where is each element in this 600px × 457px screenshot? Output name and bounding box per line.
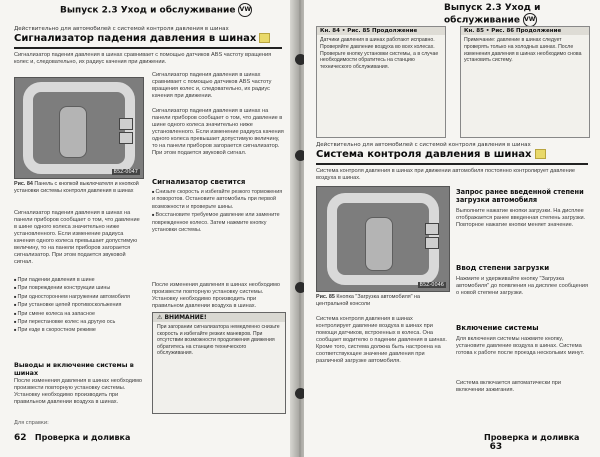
left-running-header <box>60 3 252 21</box>
note-box-title: Кн. 85 • Рис. 86 Продолжение <box>461 27 589 35</box>
left-footnote: Для справки: <box>14 420 49 426</box>
right-caption-text: Кнопка "Загрузка автомобиля" на центральной консоли <box>316 294 421 307</box>
right-figure-photo <box>316 186 450 292</box>
note-box-body: Примечание: давление в шинах следует проверять только на холодных шинах. После изменения давления в шинах необходимо снова установить систему. <box>464 37 582 64</box>
right-side-subheading2: Включение системы <box>456 324 539 332</box>
left-page-number: 62 <box>14 433 27 443</box>
left-col1-text: Сигнализатор падения давления в шинах на панели приборов сообщает о том, что давление в шине одного колеса значительно ниже установленного. Если изменение радиуса качения одного колеса превышает допустимую величину, то на панели приборов загорается сигнализатор. При этом подается звуковой сигнал. <box>14 210 140 265</box>
left-applicability-note: Действительно для автомобилей с системой контроля давления в шинах <box>14 26 229 32</box>
left-figure-photo <box>14 77 144 179</box>
set-button-icon <box>425 237 439 249</box>
right-page <box>304 0 600 457</box>
left-col1-bullets <box>14 276 144 335</box>
info-box-title: Кн. 84 • Рис. 85 Продолжение <box>317 27 445 35</box>
left-col2-subheading: Сигнализатор светится <box>152 178 246 186</box>
left-title-rule <box>14 47 282 49</box>
left-caption-label: Рис. 84 <box>14 181 33 187</box>
ok-icon <box>259 33 270 43</box>
gear-shift-icon <box>365 217 393 271</box>
list-item: ■ При перестановке колес на другую ось <box>14 318 144 326</box>
right-footer <box>484 433 600 452</box>
right-footer-section: Проверка и доливка <box>484 433 580 442</box>
vw-logo-icon: VW <box>238 3 252 17</box>
set-button-icon <box>119 132 133 144</box>
left-subheading: Выводы и включение системы в шинах <box>14 361 134 377</box>
right-side-text3: Для включения системы нажмите кнопку, установите давление воздуха в шинах. Система готова к работе после проезда нескольких минут. <box>456 336 585 356</box>
left-caption-text: Панель с кнопкой выключателя и кнопкой установки системы контроля давления в шинах <box>14 181 139 194</box>
vw-logo-icon: VW <box>523 13 537 27</box>
list-item: ■ Восстановите требуемое давление или замените поврежденное колесо. Затем нажмите кнопку установки системы. <box>152 211 284 234</box>
right-photo-code: B5Z-0046 <box>419 282 444 288</box>
right-header-text: Выпуск 2.3 Уход и обслуживание <box>444 3 541 26</box>
warning-title-text: ВНИМАНИЕ! <box>164 314 207 321</box>
left-section-title <box>14 33 270 44</box>
list-item: ■ При езде в скоростном режиме <box>14 326 144 334</box>
list-item: ■ При установке цепей противоскольжения <box>14 301 144 309</box>
left-footer <box>14 433 130 447</box>
list-item: ■ При падении давления в шине <box>14 276 144 284</box>
left-section-title-text: Сигнализатор падения давления в шинах <box>14 33 257 44</box>
left-col1-tail: После изменения давления в шинах необходимо произвести повторную установку системы. Установку необходимо производить при правильном давлении воздуха в шинах. <box>14 378 142 405</box>
right-section-title-text: Система контроля давления в шинах <box>316 149 532 160</box>
right-side-subheading: Ввод степени загрузки <box>456 264 550 272</box>
left-page <box>0 0 296 457</box>
left-col2-text: Сигнализатор падения давления в шинах сравнивает с помощью датчиков ABS частоту вращения колес и, следовательно, их радиус качения при движении. <box>152 72 272 99</box>
right-side-text2: Нажмите и удерживайте кнопку "Загрузка автомобиля" до появления на дисплее сообщения о новой степени загрузки. <box>456 276 588 296</box>
right-info-box <box>316 26 446 138</box>
ok-icon <box>535 149 546 159</box>
tpms-button-icon <box>119 118 133 130</box>
left-col2-text-b: Сигнализатор падения давления в шинах на панели приборов сообщает о том, что давление в шине одного колеса значительно ниже установленного. Если изменение радиуса качения одного колеса превышает допустимую величину, то на панели приборов загорается сигнализатор. При этом подается звуковой сигнал. <box>152 108 284 156</box>
left-warning-box <box>152 312 286 414</box>
right-intro: Система контроля давления в шинах при движении автомобиля постоянно контролирует давление воздуха в шинах. <box>316 168 575 181</box>
left-figure-caption <box>14 181 142 194</box>
list-item: ■ При одностороннем нагружении автомобиля <box>14 293 144 301</box>
right-title-rule <box>316 163 588 165</box>
right-applicability-note: Действительно для автомобилей с системой контроля давления в шинах <box>316 142 531 148</box>
warning-body: При загорании сигнализатора немедленно снизьте скорость и избегайте резких маневров. При отсутствии возможности продолжения движения обратитесь на станцию технического обслуживания. <box>157 324 280 357</box>
list-item: ■ При смене колеса на запасное <box>14 310 144 318</box>
list-item: ■ Снизьте скорость и избегайте резкого торможения и поворотов. Остановите автомобиль при первой возможности и проверьте шины. <box>152 188 284 211</box>
right-side-heading: Запрос ранее введенной степени загрузки автомобиля <box>456 188 584 204</box>
left-intro: Сигнализатор падения давления в шинах сравнивает с помощью датчиков ABS частоту вращения колес и, следовательно, их радиус качения при движении. <box>14 52 272 65</box>
right-page-number: 63 <box>489 442 503 452</box>
gear-shift-icon <box>59 106 87 158</box>
left-col2-tail: После изменения давления в шинах необходимо произвести повторную установку системы. Установку необходимо производить при правильном давлении воздуха в шинах. <box>152 282 280 309</box>
list-item: ■ При повреждении конструкции шины <box>14 284 144 292</box>
warning-icon: ⚠ <box>157 314 165 321</box>
right-running-header <box>444 3 600 26</box>
left-header-text: Выпуск 2.3 Уход и обслуживание <box>60 5 236 16</box>
right-side-text: Выполните нажатие кнопки загрузки. На дисплее отображается ранее введенная степень загрузки. Повторное нажатие кнопки меняет значение. <box>456 208 586 228</box>
right-body-text: Система контроля давления в шинах контролирует давление воздуха в шинах при помощи датчиков, встроенных в колеса. Она сообщает водителю о падении давления в шинах. Кроме того, система должна быть настроена на соответствующее значение давления при различной загрузке автомобиля. <box>316 316 447 364</box>
warning-title <box>153 313 285 322</box>
left-footer-section: Проверка и доливка <box>34 433 131 442</box>
right-section-title <box>316 149 546 160</box>
info-box-body: Датчики давления в шинах работают исправно. Проверяйте давление воздуха во всех колесах. Проверьте кнопку установки системы, а в случае необходимости обратитесь на станцию технического обслуживания. <box>320 37 439 71</box>
right-figure-caption <box>316 294 448 307</box>
right-note-box <box>460 26 590 138</box>
left-photo-code: B5Z-0047 <box>113 169 138 175</box>
load-button-icon <box>425 223 439 235</box>
right-caption-label: Рис. 85 <box>316 294 335 300</box>
right-side-text4: Система включается автоматически при включении зажигания. <box>456 380 562 393</box>
left-col2-bullets <box>152 188 284 234</box>
